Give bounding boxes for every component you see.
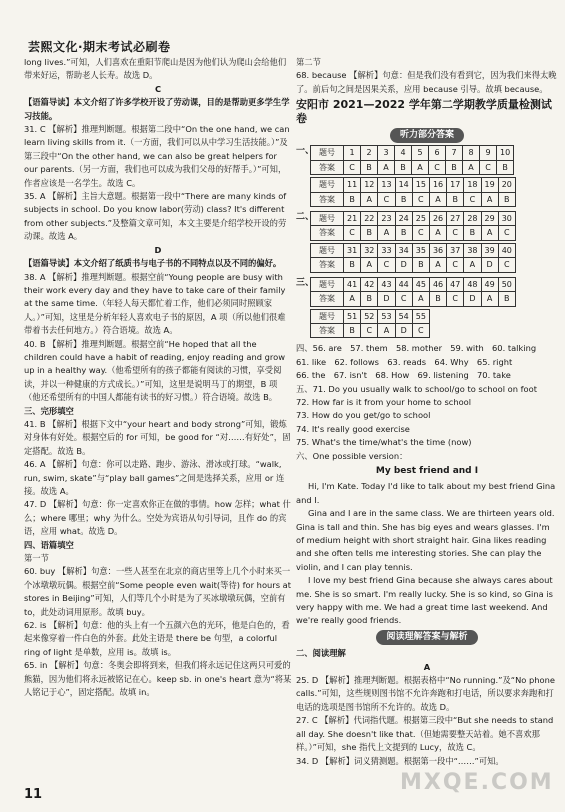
answer-cell: A [463, 160, 480, 174]
question-number: 25 [412, 212, 429, 226]
answer-cell: C [344, 226, 361, 240]
exam-title: 安阳市 2021—2022 学年第二学期教学质量检测试卷 [296, 98, 552, 125]
essay-paragraph: Hi, I'm Kate. Today I'd like to talk about my best friend Gina and I. [296, 481, 556, 505]
question-number-row [311, 309, 430, 323]
question-number: 45 [412, 277, 429, 291]
answer-row [311, 192, 516, 206]
answer-paragraph: 68. because 【解析】句意：但是我们没有看到它，因为我们来得太晚了。前后句之间是因果关系，应用 because 引导。故填 because。 [296, 70, 557, 94]
fill-line: 75. What's the time/what's the time (now) [296, 437, 472, 448]
question-number: 26 [429, 212, 446, 226]
fill-line: 72. How far is it from your home to school [296, 396, 472, 407]
answer-table [310, 243, 516, 273]
answer-table [310, 309, 430, 339]
answer-paragraph: 四、语篇填空 [24, 539, 74, 550]
question-number: 10 [497, 146, 514, 160]
question-number: 13 [378, 178, 395, 192]
answer-cell: A [464, 258, 481, 272]
answer-tables-1 [310, 145, 516, 209]
fill-line: 四、56. are 57. them 58. mother 59. with 60. talking [296, 343, 537, 354]
question-number: 12 [361, 178, 378, 192]
answer-cell: A [378, 226, 395, 240]
question-number: 41 [344, 277, 361, 291]
question-number: 19 [481, 178, 498, 192]
question-number: 8 [463, 146, 480, 160]
question-number: 36 [429, 243, 446, 257]
question-number: 49 [481, 277, 498, 291]
question-number: 46 [429, 277, 446, 291]
row-label: 题号 [311, 212, 344, 226]
row-label: 答案 [311, 292, 344, 306]
answer-paragraph: long lives.”可知，人们喜欢在重阳节爬山是因为他们认为爬山会给他们带来好运，帮助老人长寿。故选 D。 [24, 57, 287, 81]
question-number: 39 [481, 243, 498, 257]
answer-cell: C [498, 226, 515, 240]
question-number: 55 [412, 309, 429, 323]
answer-cell: A [481, 192, 498, 206]
answer-cell: A [412, 160, 429, 174]
question-number: 42 [361, 277, 378, 291]
answer-cell: A [412, 292, 429, 306]
answer-cell: B [412, 258, 429, 272]
answer-cell: D [395, 258, 412, 272]
answer-paragraph: 46. A 【解析】句意：你可以走路、跑步、游泳、滑冰或打球。“walk, run, swim, skate”与“play ball games”之间是选择关系，应用 or 连接。故选 A。 [24, 459, 285, 496]
question-number: 51 [344, 309, 361, 323]
section-3 [296, 277, 558, 341]
answer-paragraph: C [154, 83, 162, 94]
answer-cell: C [447, 226, 464, 240]
answer-cell: C [447, 258, 464, 272]
answer-paragraph: A [423, 661, 431, 672]
answer-cell: A [481, 292, 498, 306]
question-number: 17 [447, 178, 464, 192]
row-label: 题号 [311, 309, 344, 323]
answer-paragraph: 25. D 【解析】推理判断题。根据表格中“No running.”及“No phone calls.”可知，这些规则图书馆不允许奔跑和打电话，所以要求奔跑和打电话的选项是图书馆所不允许的。故选 D。 [296, 675, 555, 712]
answer-cell: C [344, 160, 361, 174]
row-label: 题号 [311, 277, 344, 291]
answer-paragraph: 31. C 【解析】推理判断题。根据第二段中“On the one hand, we can learn living skills from it.（一方面，我们可以从中学习生活技能。）”及第三段中“On the other hand, we can also be great helpers for our parents.（另一方面，我们也可以成为我们父母的好帮手。）”可知，作者应该是一名学生。故选 C。 [24, 124, 290, 188]
question-number: 50 [498, 277, 515, 291]
question-number: 35 [412, 243, 429, 257]
row-label: 题号 [311, 243, 344, 257]
answer-cell: B [344, 323, 361, 337]
answer-cell: A [378, 323, 395, 337]
reading-answers [296, 661, 558, 768]
question-number: 33 [378, 243, 395, 257]
answer-cell: C [429, 160, 446, 174]
question-number-row [311, 146, 514, 160]
right-column [296, 56, 558, 768]
page-number: 11 [24, 787, 43, 802]
question-number: 54 [395, 309, 412, 323]
question-number-row [311, 212, 516, 226]
listening-banner: 听力部分答案 [390, 128, 464, 143]
question-number: 11 [344, 178, 361, 192]
question-number: 37 [447, 243, 464, 257]
row-label: 答案 [311, 258, 344, 272]
answer-cell: B [498, 292, 515, 306]
answer-table [310, 177, 516, 207]
answer-cell: C [378, 192, 395, 206]
answer-row [311, 323, 430, 337]
question-number: 29 [481, 212, 498, 226]
question-number: 23 [378, 212, 395, 226]
question-number: 40 [498, 243, 515, 257]
answer-cell: C [395, 292, 412, 306]
fill-answers [296, 342, 558, 449]
answer-cell: D [481, 258, 498, 272]
answer-cell: B [361, 226, 378, 240]
section-3-label: 三、 [296, 277, 315, 288]
question-number: 14 [395, 178, 412, 192]
answer-cell: B [361, 160, 378, 174]
essay-body [296, 480, 558, 627]
reading-label: 二、阅读理解 [296, 648, 346, 659]
question-number: 3 [378, 146, 395, 160]
row-label: 答案 [311, 226, 344, 240]
fill-line: 61. like 62. follows 63. reads 64. Why 65. right [296, 356, 513, 367]
section-1 [296, 145, 558, 209]
question-number: 18 [464, 178, 481, 192]
answer-cell: C [412, 226, 429, 240]
row-label: 答案 [311, 160, 344, 174]
fill-line: 66. the 67. isn't 68. How 69. listening 70. take [296, 370, 511, 381]
question-number: 53 [378, 309, 395, 323]
question-number: 2 [361, 146, 378, 160]
answer-cell: B [497, 160, 514, 174]
question-number: 34 [395, 243, 412, 257]
answer-row [311, 160, 514, 174]
question-number: 1 [344, 146, 361, 160]
question-number: 15 [412, 178, 429, 192]
answer-cell: B [395, 226, 412, 240]
answer-table [310, 211, 516, 241]
question-number: 43 [378, 277, 395, 291]
question-number: 20 [498, 178, 515, 192]
answer-cell: C [412, 323, 429, 337]
left-column [24, 56, 292, 700]
answer-paragraph: 38. A 【解析】推理判断题。根据空前“Young people are busy with their work every day and they have to take care of their family at the same time.（年轻人每天都忙着工作，他们必须同时照顾家人。）”可知，这里是分析年轻人喜欢电子书的原因，A 项（所以他们很难带着书去任何地方。）符合语境。故选 A。 [24, 271, 286, 336]
answer-paragraph: 62. is 【解析】句意：他的头上有一个五颜六色的光环，他是白色的，看起来像穿着一件白色的外套。此处主语是 there be 句型，a colorful ring of light 是单数，应用 is。故填 is。 [24, 620, 290, 657]
fill-line: 74. It's really good exercise [296, 423, 410, 434]
answer-cell: A [361, 258, 378, 272]
question-number: 9 [480, 146, 497, 160]
answer-paragraph: 27. C 【解析】代词指代题。根据第三段中“But she needs to stand all day. She doesn't like that.（但她需要整天站着。她不喜欢那样。）”可知，she 指代上文提到的 Lucy，故选 C。 [296, 715, 554, 753]
section-2-label: 二、 [296, 212, 315, 223]
answer-cell: D [464, 292, 481, 306]
row-label: 答案 [311, 192, 344, 206]
answer-paragraph: D [154, 244, 162, 255]
answer-cell: D [378, 292, 395, 306]
question-number: 30 [498, 212, 515, 226]
question-number: 24 [395, 212, 412, 226]
answer-cell: B [395, 192, 412, 206]
answer-tables-3 [310, 277, 516, 341]
answer-row [311, 258, 516, 272]
answer-cell: B [429, 292, 446, 306]
answer-paragraph: 40. B 【解析】推理判断题。根据空前“He hoped that all the children could have a habit of reading, enjoy reading and grow up in a healthy way.（他希望所有的孩子都能有阅读的习惯，享受阅读，并以一种健康的方式成长。）”可知，这里是说明马丁的期望，B 项（他还希望所有的中国人都能有读书的好习惯。）符合语境。故选 B。 [24, 338, 286, 403]
question-number: 6 [429, 146, 446, 160]
question-number-row [311, 243, 516, 257]
answer-tables-2 [310, 211, 516, 275]
section-1-label: 一、 [296, 146, 315, 157]
question-number: 4 [395, 146, 412, 160]
answer-cell: C [361, 323, 378, 337]
answer-paragraph: 【语篇导读】本文介绍了纸质书与电子书的不同特点以及不同的偏好。 [24, 258, 282, 269]
answer-cell: B [464, 226, 481, 240]
answer-cell: B [361, 292, 378, 306]
right-intro [296, 56, 558, 96]
question-number: 5 [412, 146, 429, 160]
essay-title: My best friend and I [375, 465, 479, 476]
watermark: MXQE.COM [400, 770, 554, 795]
question-number: 31 [344, 243, 361, 257]
answer-cell: A [429, 192, 446, 206]
question-number: 52 [361, 309, 378, 323]
question-number: 27 [447, 212, 464, 226]
answer-cell: B [344, 258, 361, 272]
answer-cell: A [429, 258, 446, 272]
fill-line: 73. How do you get/go to school [296, 410, 431, 421]
essay-paragraph: Gina and I are in the same class. We are thirteen years old. Gina is tall and thin. She has big eyes and wears glasses. I'm of medium height with short straight hair. Gina likes reading and she often tells me interesting stories. She can play the violin, and I can play tennis. [296, 508, 555, 572]
answer-cell: B [344, 192, 361, 206]
question-number: 7 [446, 146, 463, 160]
question-number-row [311, 277, 516, 291]
answer-paragraph: 60. buy 【解析】句意：一些人甚至在北京的商店里等上几个小时来买一个冰墩墩玩偶。根据空前“Some people even wait(等待) for hours at stores in Beijing”可知，人们等几个小时是为了买冰墩墩玩偶，空前有 to，此处动词用原形。故填 buy。 [24, 566, 291, 617]
reading-banner: 阅读理解答案与解析 [376, 630, 477, 645]
question-number: 22 [361, 212, 378, 226]
row-label: 题号 [311, 146, 344, 160]
fill-line: 五、71. Do you usually walk to school/go to school on foot [296, 383, 537, 394]
question-number: 44 [395, 277, 412, 291]
answer-row [311, 226, 516, 240]
answer-paragraph: 41. B 【解析】根据下文中“your heart and body strong”可知，锻炼对身体有好处。根据空后的 for 可知，be good for “对……有好处”，固定搭配。故选 B。 [24, 418, 291, 456]
answer-cell: C [447, 292, 464, 306]
answer-paragraph: 35. A 【解析】主旨大意题。根据第一段中“There are many kinds of subjects in school. Do you know labor(劳动) class? It's different from other subjects.”及整篇文章可知，本文主要是介绍学校开设的劳动课。故选 A。 [24, 191, 287, 242]
answer-cell: A [378, 160, 395, 174]
answer-cell: C [480, 160, 497, 174]
answer-cell: A [361, 192, 378, 206]
answer-cell: C [378, 258, 395, 272]
question-number: 28 [464, 212, 481, 226]
essay-paragraph: I love my best friend Gina because she always cares about me. She is so smart. I'm really lucky. She is so kind, so Gina is very happy with me. We had a great time last weekend. And we're really good friends. [296, 575, 553, 626]
answer-row [311, 292, 516, 306]
row-label: 题号 [311, 178, 344, 192]
answer-cell: A [344, 292, 361, 306]
answer-cell: C [498, 258, 515, 272]
answer-paragraph: 47. D 【解析】句意：你一定喜欢你正在做的事情。how 怎样；what 什么；where 哪里；why 为什么。空处为宾语从句引导词，且作 do 的宾语，应用 what。故选 D。 [24, 499, 291, 537]
answer-cell: B [395, 160, 412, 174]
section-2 [296, 211, 558, 275]
answer-cell: D [395, 323, 412, 337]
answer-paragraph: 三、完形填空 [24, 405, 74, 416]
question-number: 38 [464, 243, 481, 257]
question-number: 16 [429, 178, 446, 192]
row-label: 答案 [311, 323, 344, 337]
answer-paragraph: 第二节 [296, 57, 321, 67]
essay-intro: 六、One possible version： [296, 450, 408, 461]
answer-paragraph: 【语篇导读】本文介绍了许多学校开设了劳动课，目的是帮助更多学生学习技能。 [24, 97, 290, 121]
question-number: 32 [361, 243, 378, 257]
answer-cell: B [446, 160, 463, 174]
answer-paragraph: 第一节 [24, 553, 49, 564]
answer-cell: B [447, 192, 464, 206]
answer-cell: A [429, 226, 446, 240]
question-number-row [311, 178, 516, 192]
question-number: 48 [464, 277, 481, 291]
answer-cell: C [464, 192, 481, 206]
question-number: 21 [344, 212, 361, 226]
answer-cell: B [498, 192, 515, 206]
answer-paragraph: 34. D 【解析】词义猜测题。根据第一段中“……”可知。 [296, 755, 504, 766]
answer-paragraph: 65. in 【解析】句意：冬奥会即将到来，但我们将永远记住这两只可爱的熊猫，因为他们将永远被铭记在心。keep sb. in one's heart 意为“将某人铭记于心”，固定搭配。故填 in。 [24, 660, 292, 698]
question-number: 47 [447, 277, 464, 291]
answer-cell: A [481, 226, 498, 240]
answer-table [310, 277, 516, 307]
answer-cell: C [412, 192, 429, 206]
answer-table [310, 145, 514, 175]
page-header: 芸熙文化·期末考试必刷卷 [28, 40, 171, 54]
